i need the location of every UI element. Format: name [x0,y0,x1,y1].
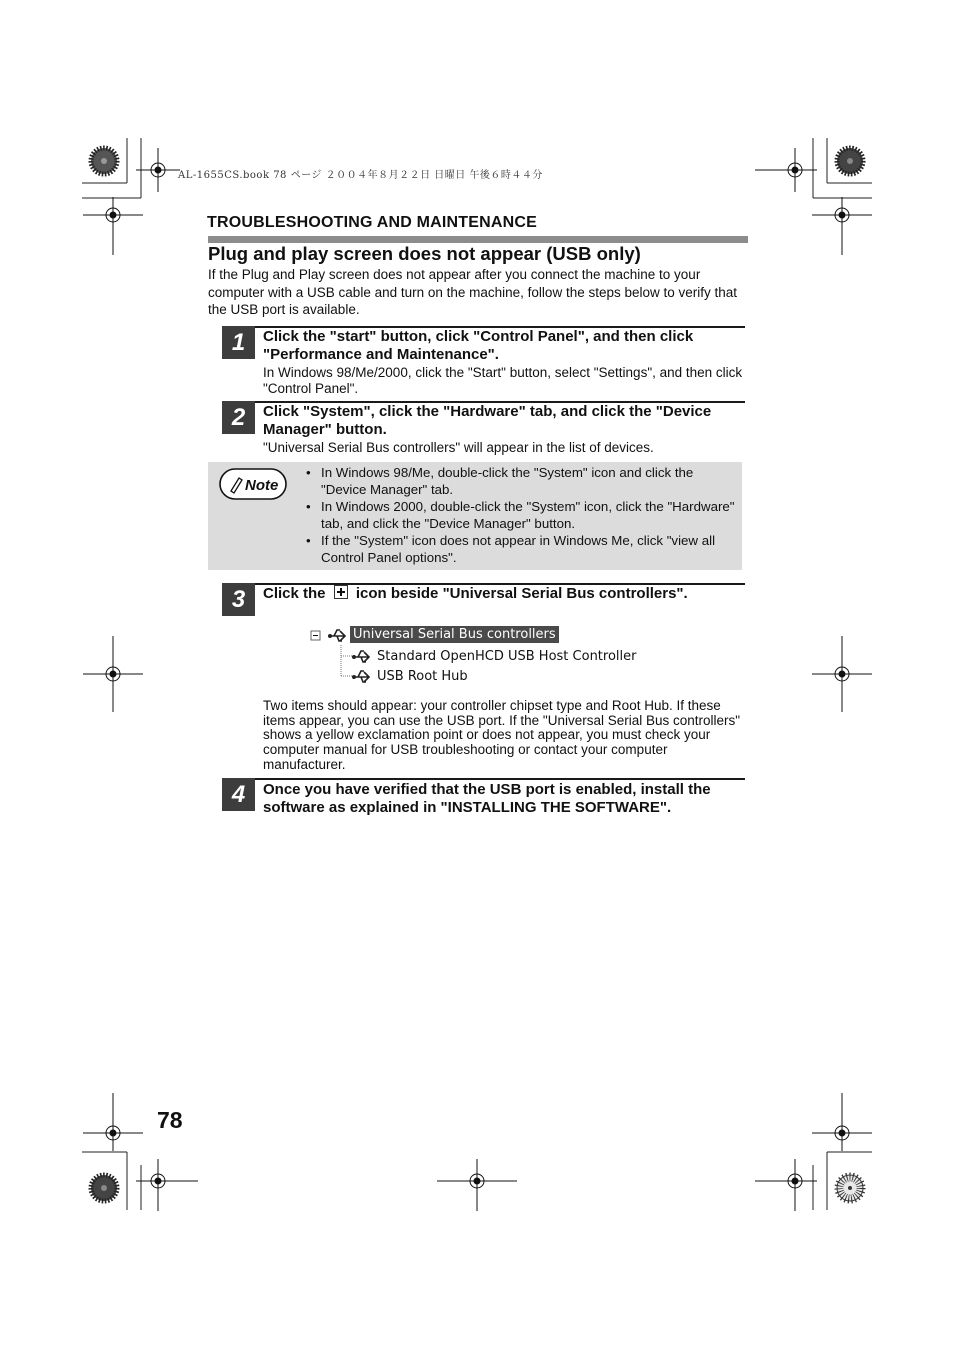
note-item: • If the "System" icon does not appear in Windows Me, click "view all Control Panel options". [305,533,735,567]
tree-node-usb-controllers[interactable]: Universal Serial Bus controllers [350,626,559,643]
step-3-text-before: Click the [263,585,326,602]
step-4-text: Once you have verified that the USB port is enabled, install the software as explained in "INSTALLING THE SOFTWARE". [263,781,711,816]
note-item: • In Windows 2000, double-click the "System" icon, click the "Hardware" tab, and click the "Device Manager" button. [305,499,735,533]
tree-node-root-hub[interactable]: USB Root Hub [377,669,468,684]
step-1-sub: In Windows 98/Me/2000, click the "Start" button, select "Settings", and then click "Control Panel". [263,365,743,396]
intro-paragraph: If the Plug and Play screen does not appear after you connect the machine to your computer with a USB cable and turn on the machine, follow the steps below to verify that the USB port is available. [208,267,738,317]
usb-icon [328,627,348,645]
note-item: • In Windows 98/Me, double-click the "System" icon and click the "Device Manager" tab. [305,465,735,499]
print-header: AL-1655CS.book 78 ページ ２００４年８月２２日 日曜日 午後６時４４分 [178,170,543,181]
step-3-text [263,585,745,603]
step-2-text: Click "System", click the "Hardware" tab, and click the "Device Manager" button. [263,403,712,438]
note-list [305,465,735,567]
step-1-number: 1 [222,326,255,359]
step-3-text-after: icon beside "Universal Serial Bus controllers". [355,585,688,602]
usb-icon [352,648,372,666]
section-header: TROUBLESHOOTING AND MAINTENANCE [207,214,538,231]
step-2-sub: "Universal Serial Bus controllers" will appear in the list of devices. [263,440,654,455]
step-4-number: 4 [222,778,255,811]
device-tree [310,625,637,687]
expand-plus-icon [334,585,348,599]
note-icon [219,468,287,500]
step-1-text: Click the "start" button, click "Control Panel", and then click "Performance and Maintenance". [263,328,694,363]
page-number: 78 [157,1107,183,1133]
title-bar [208,236,748,243]
usb-icon [352,668,372,686]
step-2-number: 2 [222,401,255,434]
step-4-rule [222,778,745,780]
step-3-number: 3 [222,583,255,616]
tree-node-host-controller[interactable]: Standard OpenHCD USB Host Controller [377,649,637,664]
note-label: Note [245,477,279,494]
step-3-sub: Two items should appear: your controller chipset type and Root Hub. If these items appear, you can use the USB port. If the "Universal Serial Bus controllers" shows a yellow exclamation point or does not appear, you must check your computer manual for USB troubleshooting or contact your computer manufacturer. [263,698,741,772]
page-title: Plug and play screen does not appear (USB only) [208,243,641,264]
